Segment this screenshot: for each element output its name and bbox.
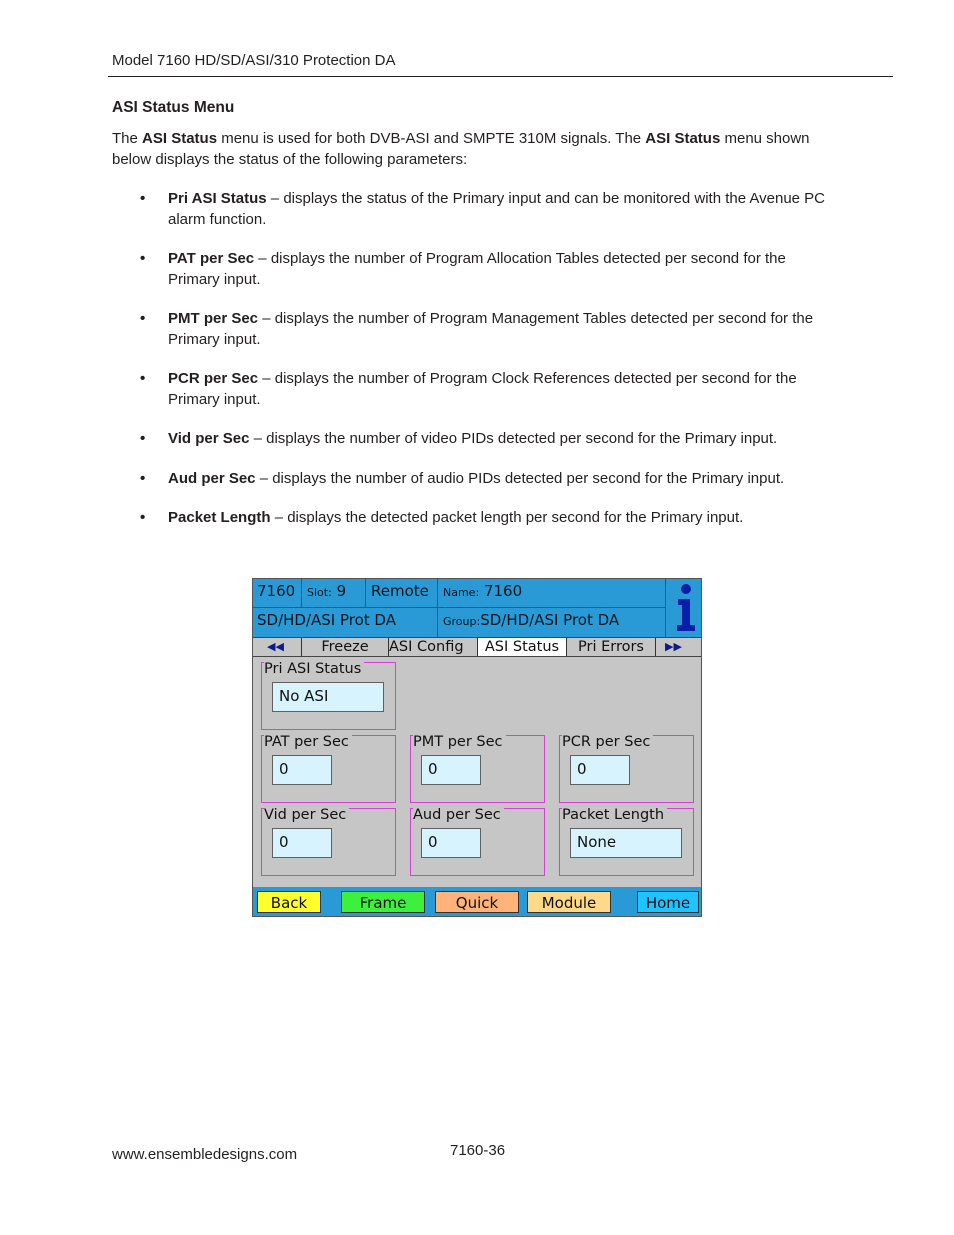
tab-asi-status[interactable]: ASI Status [478,638,566,656]
packet-length-label: Packet Length [562,806,667,824]
pri-asi-status-group [261,662,396,730]
bullet-icon: • [140,190,146,207]
slot-label: Slot: [307,586,332,599]
intro-text: menu is used for both DVB-ASI and SMPTE 310M signals. The [217,130,646,147]
tab-freeze[interactable]: Freeze [321,639,369,655]
aud-per-sec-label: Aud per Sec [413,806,504,824]
list-item [140,429,840,450]
back-button[interactable]: Back [257,891,321,913]
list-item [140,249,840,290]
bullet-icon: • [140,430,146,447]
pcr-per-sec-group [559,735,694,803]
remote-mode: Remote [371,582,429,600]
name-readout [443,582,522,606]
intro-bold-term: ASI Status [645,130,721,147]
tab-pri-errors[interactable]: Pri Errors [578,639,644,655]
packet-length-group [559,808,694,876]
intro-paragraph [112,129,852,170]
bullet-icon: • [140,469,146,487]
bullet-desc: – displays the number of audio PIDs detected per second for the Primary input. [255,469,785,487]
header-divider [665,579,666,637]
packet-length-value: None [570,828,682,858]
pmt-per-sec-group [410,735,545,803]
footer-url[interactable]: www.ensembledesigns.com [112,1146,298,1163]
pcr-per-sec-value: 0 [570,755,630,785]
bullet-desc: – displays the number of video PIDs detected per second for the Primary input. [249,430,778,447]
pat-per-sec-group [261,735,396,803]
section-title: ASI Status Menu [112,99,235,116]
intro-bold-term: ASI Status [142,130,218,147]
pri-asi-status-value: No ASI [272,682,384,712]
pmt-per-sec-value: 0 [421,755,481,785]
page-number: 7160-36 [450,1142,506,1159]
list-item [140,309,840,350]
group-readout [443,611,619,635]
running-header: Model 7160 HD/SD/ASI/310 Protection DA [112,52,396,69]
bullet-term: Packet Length [168,509,271,526]
bullet-desc: – displays the detected packet length per second for the Primary input. [270,509,744,526]
tab-bar [253,637,701,657]
bullet-icon: • [140,310,146,327]
header-rule [108,76,893,77]
aud-per-sec-group [410,808,545,876]
header-divider [301,579,302,607]
parameter-list [140,189,840,529]
header-divider [253,607,665,608]
bullet-icon: • [140,370,146,387]
model-number: 7160 [257,582,296,600]
bullet-term: Aud per Sec [168,469,256,487]
bullet-term: Vid per Sec [168,430,250,447]
name-value: 7160 [483,582,523,600]
header-divider [365,579,366,607]
vid-per-sec-group [261,808,396,876]
name-label: Name: [443,586,480,599]
bullet-desc: – displays the status of the Primary input and can be monitored with the Avenue PC alarm function. [168,190,826,228]
aud-per-sec-value: 0 [421,828,481,858]
bullet-term: PCR per Sec [168,370,259,387]
group-label: Group: [443,615,481,628]
slot-readout [307,582,346,606]
pat-per-sec-value: 0 [272,755,332,785]
pmt-per-sec-label: PMT per Sec [413,733,506,751]
group-value: SD/HD/ASI Prot DA [480,611,620,629]
pat-per-sec-label: PAT per Sec [264,733,352,751]
bullet-term: PMT per Sec [168,310,259,327]
tab-scroll-left-icon[interactable]: ◀◀ [267,640,284,653]
bullet-term: Pri ASI Status [168,190,267,207]
list-item [140,369,840,410]
list-item [140,189,840,230]
navigation-bar [253,887,701,916]
info-icon[interactable] [673,583,699,633]
asi-status-screen [252,578,702,917]
tab-divider [655,638,656,656]
frame-button[interactable]: Frame [341,891,425,913]
tab-scroll-right-icon[interactable]: ▶▶ [665,640,682,653]
tab-asi-config[interactable]: ASI Config [389,639,464,655]
slot-value: 9 [336,582,347,600]
bullet-term: PAT per Sec [168,250,255,267]
pcr-per-sec-label: PCR per Sec [562,733,653,751]
bullet-icon: • [140,509,146,526]
intro-text: menu shown below displays the status of the following parameters: [112,130,810,168]
intro-text: The [112,130,143,147]
quick-button[interactable]: Quick [435,891,519,913]
module-description: SD/HD/ASI Prot DA [257,611,396,629]
bullet-icon: • [140,250,146,267]
module-button[interactable]: Module [527,891,611,913]
list-item [140,469,840,490]
vid-per-sec-label: Vid per Sec [264,806,349,824]
vid-per-sec-value: 0 [272,828,332,858]
bullet-desc: – displays the number of Program Clock References detected per second for the Primary input. [168,370,797,408]
bullet-desc: – displays the number of Program Management Tables detected per second for the Primary input. [168,310,814,348]
header-divider [437,579,438,637]
pri-asi-status-label: Pri ASI Status [264,660,364,678]
screen-header [253,579,701,637]
home-button[interactable]: Home [637,891,699,913]
bullet-desc: – displays the number of Program Allocation Tables detected per second for the Primary input. [168,250,786,288]
list-item [140,508,840,529]
